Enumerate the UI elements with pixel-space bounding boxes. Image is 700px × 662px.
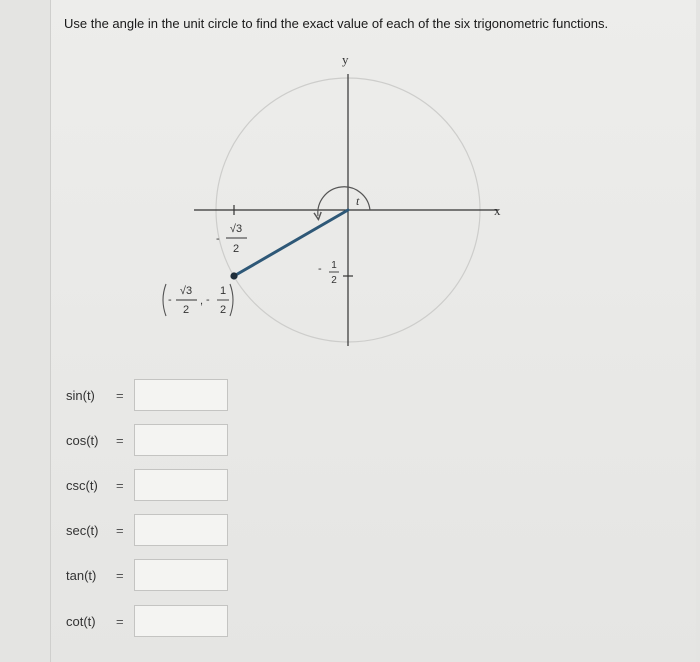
point-x-sign: - — [168, 294, 172, 306]
point-separator: , — [200, 295, 204, 307]
y-axis-label: y — [342, 52, 349, 67]
angle-label: t — [356, 194, 360, 208]
x-tick-sign: - — [216, 233, 220, 245]
point-y-numerator: 1 — [219, 285, 227, 297]
sec-label: sec(t) — [66, 522, 99, 538]
tan-answer-input[interactable] — [134, 559, 228, 591]
point-y-denominator: 2 — [219, 304, 227, 316]
sec-row — [66, 513, 228, 547]
sin-label: sin(t) — [66, 387, 95, 403]
point-x-numerator: √3 — [179, 285, 193, 297]
cot-equals: = — [116, 613, 124, 629]
y-tick-denominator: 2 — [331, 275, 337, 286]
question-text: Use the angle in the unit circle to find the exact value of each of the six trigonometric functions. — [64, 16, 609, 31]
right-paren — [230, 284, 233, 316]
sin-equals: = — [116, 387, 124, 403]
cos-equals: = — [116, 432, 124, 448]
cos-answer-input[interactable] — [134, 424, 228, 456]
tan-equals: = — [116, 567, 124, 583]
sin-row — [66, 378, 228, 412]
csc-answer-input[interactable] — [134, 469, 228, 501]
terminal-point — [230, 272, 237, 279]
tan-label: tan(t) — [66, 567, 97, 583]
csc-label: csc(t) — [66, 477, 98, 493]
x-tick-denominator: 2 — [232, 243, 240, 255]
csc-row — [66, 468, 228, 502]
sin-answer-input[interactable] — [134, 379, 228, 411]
point-x-denominator: 2 — [182, 304, 190, 316]
x-tick-numerator: √3 — [229, 223, 243, 235]
cot-label: cot(t) — [66, 613, 96, 629]
y-tick-numerator: 1 — [331, 260, 337, 271]
cos-label: cos(t) — [66, 432, 99, 448]
left-paren — [163, 284, 166, 316]
csc-equals: = — [116, 477, 124, 493]
tan-row — [66, 558, 228, 592]
y-tick-sign: - — [318, 263, 322, 275]
cot-row — [66, 604, 228, 638]
point-y-sign: - — [206, 294, 210, 306]
cot-answer-input[interactable] — [134, 605, 228, 637]
sec-answer-input[interactable] — [134, 514, 228, 546]
point-coordinates — [163, 284, 233, 316]
cos-row — [66, 423, 228, 457]
sec-equals: = — [116, 522, 124, 538]
x-axis-label: x — [494, 203, 501, 218]
